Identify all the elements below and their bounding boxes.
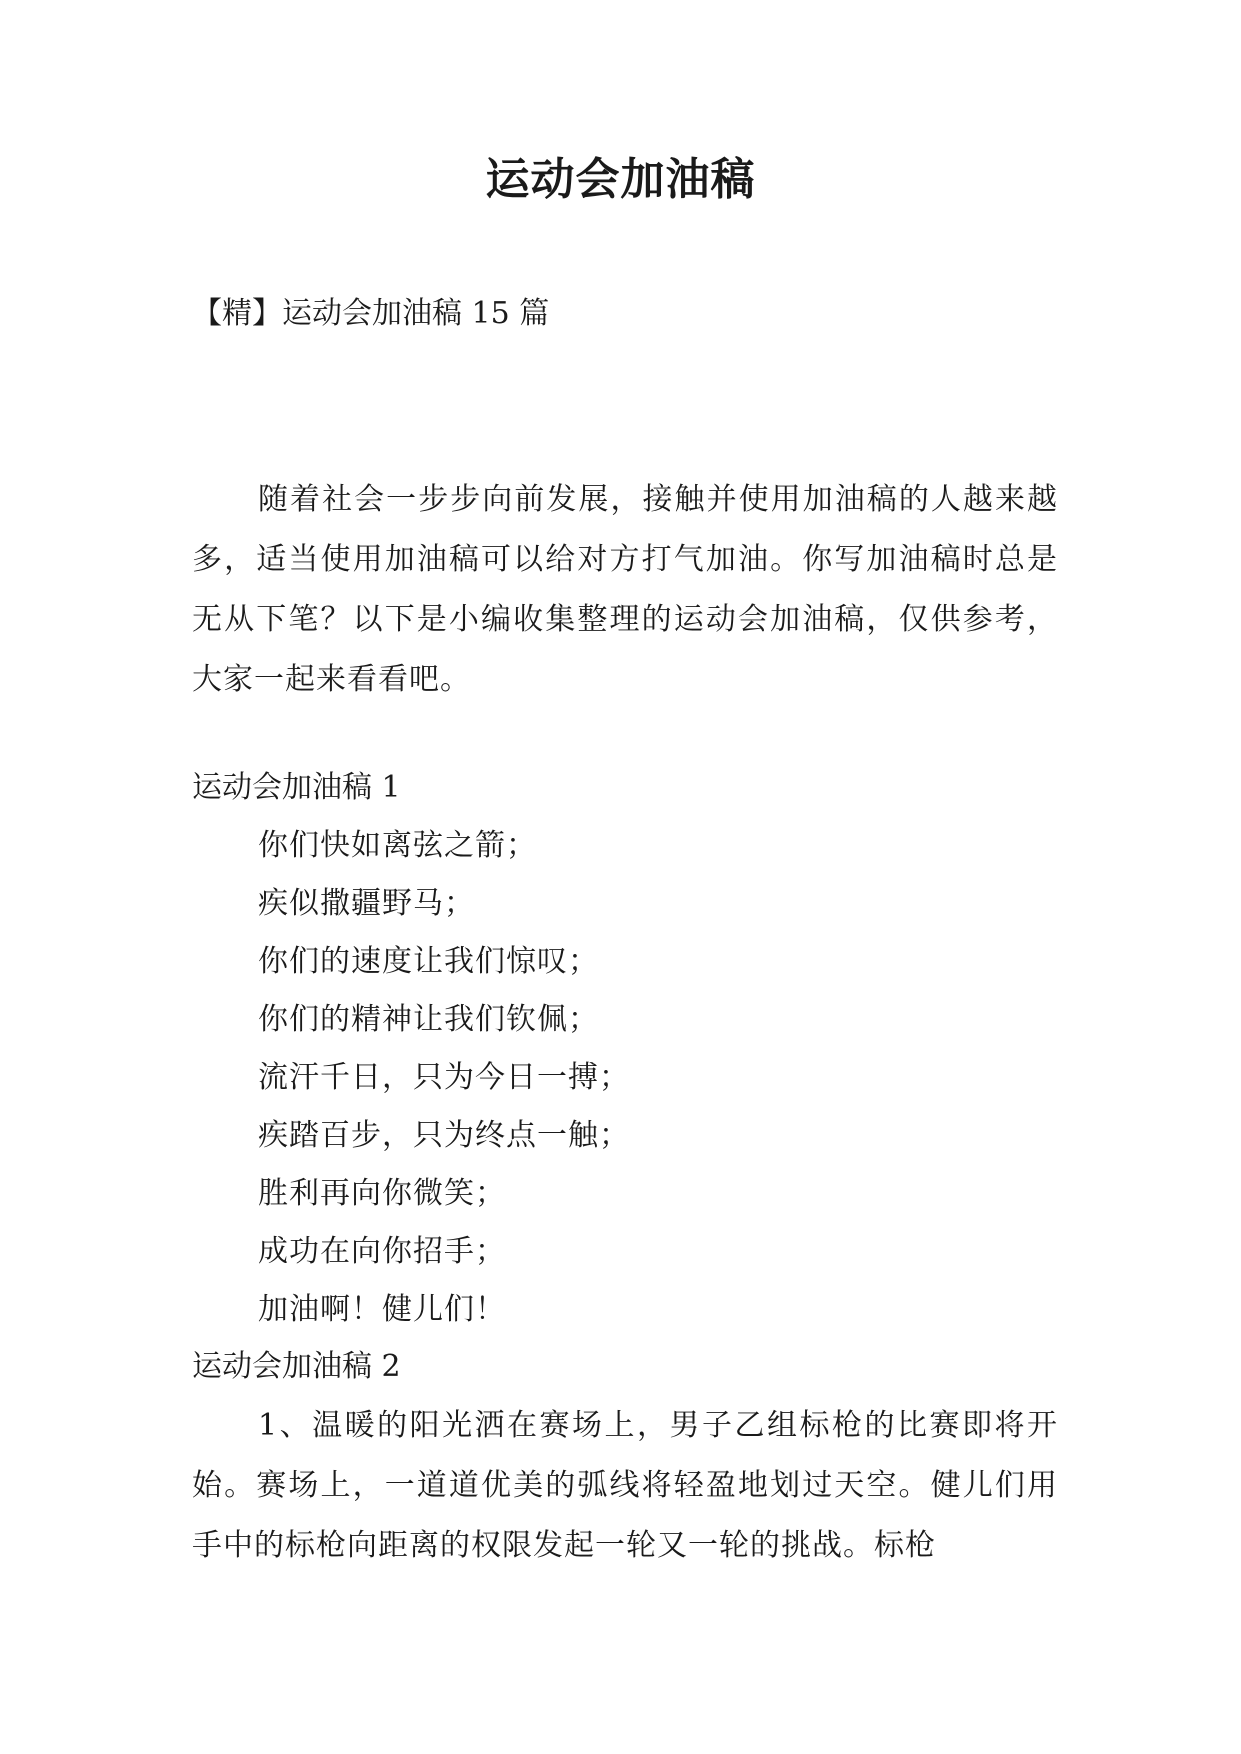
poem-line: 流汗千日，只为今日一搏； — [258, 1060, 630, 1095]
section-paragraph: 1、温暖的阳光洒在赛场上，男子乙组标枪的比赛即将开始。赛场上，一道道优美的弧线将轻盈地划过天空。健儿们用手中的标枪向距离的权限发起一轮又一轮的挑战。标枪 — [192, 1408, 1058, 1563]
poem-line: 你们的精神让我们钦佩； — [258, 1002, 599, 1037]
intro-paragraph: 随着社会一步步向前发展，接触并使用加油稿的人越来越多，适当使用加油稿可以给对方打气加油。你写加油稿时总是无从下笔？以下是小编收集整理的运动会加油稿，仅供参考，大家一起来看看吧。 — [192, 482, 1058, 697]
poem-line: 成功在向你招手； — [258, 1234, 506, 1269]
section-1 — [192, 759, 1058, 1339]
section-heading: 运动会加油稿 2 — [192, 1349, 401, 1384]
poem-line: 加油啊！健儿们！ — [258, 1292, 506, 1327]
poem-line: 你们的速度让我们惊叹； — [258, 944, 599, 979]
poem-line: 疾踏百步，只为终点一触； — [258, 1118, 630, 1153]
document-title: 运动会加油稿 — [485, 154, 756, 205]
document-subtitle: 【精】运动会加油稿 15 篇 — [192, 296, 550, 331]
poem-line: 胜利再向你微笑； — [258, 1176, 506, 1211]
section-2 — [192, 1338, 1058, 1576]
section-heading: 运动会加油稿 1 — [192, 770, 401, 805]
poem-line: 疾似撒疆野马； — [258, 886, 475, 921]
poem-line: 你们快如离弦之箭； — [258, 828, 537, 863]
